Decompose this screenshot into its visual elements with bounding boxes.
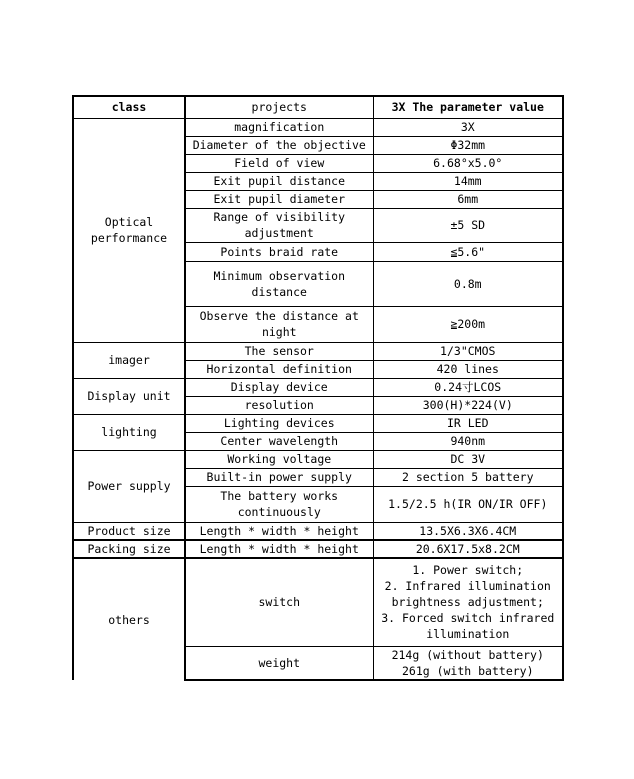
- project-cell: Working voltage: [185, 450, 373, 468]
- value-cell: Φ32mm: [373, 136, 563, 154]
- table-row: [73, 414, 563, 432]
- project-cell: Center wavelength: [185, 432, 373, 450]
- value-cell: ≦5.6": [373, 242, 563, 261]
- value-cell-switch: [373, 558, 563, 646]
- table-row: [73, 378, 563, 396]
- value-cell: 6mm: [373, 190, 563, 208]
- header-projects: projects: [185, 96, 373, 118]
- project-cell: Observe the distance at night: [185, 306, 373, 342]
- header-row: [73, 96, 563, 118]
- project-cell: Lighting devices: [185, 414, 373, 432]
- table-row: [73, 522, 563, 540]
- value-cell: 20.6X17.5x8.2CM: [373, 540, 563, 558]
- value-cell: 1.5/2.5 h(IR ON/IR OFF): [373, 486, 563, 522]
- value-cell: 940nm: [373, 432, 563, 450]
- project-cell: The sensor: [185, 342, 373, 360]
- table-row: [73, 342, 563, 360]
- weight-line: 214g (without battery): [391, 647, 544, 662]
- table-row: [73, 450, 563, 468]
- value-cell: IR LED: [373, 414, 563, 432]
- project-cell: Display device: [185, 378, 373, 396]
- value-cell: ≧200m: [373, 306, 563, 342]
- value-cell: 0.8m: [373, 261, 563, 306]
- project-cell: Horizontal definition: [185, 360, 373, 378]
- table-row: [73, 118, 563, 136]
- spec-table: [72, 95, 564, 681]
- project-cell: Points braid rate: [185, 242, 373, 261]
- value-cell: ±5 SD: [373, 208, 563, 242]
- switch-line: 2. Infrared illumination brightness adjustment;: [384, 579, 551, 610]
- class-packing-size: Packing size: [73, 540, 185, 558]
- header-value: 3X The parameter value: [373, 96, 563, 118]
- project-cell: Built-in power supply: [185, 468, 373, 486]
- class-display-unit: Display unit: [73, 378, 185, 414]
- table-row: [73, 558, 563, 646]
- class-others: others: [73, 558, 185, 680]
- switch-line: 1. Power switch;: [412, 563, 524, 578]
- value-cell: 14mm: [373, 172, 563, 190]
- value-cell-weight: [373, 646, 563, 680]
- value-cell: 0.24寸LCOS: [373, 378, 563, 396]
- project-cell: magnification: [185, 118, 373, 136]
- table-row: [73, 540, 563, 558]
- project-cell: The battery works continuously: [185, 486, 373, 522]
- class-lighting: lighting: [73, 414, 185, 450]
- class-optical-performance: Optical performance: [73, 118, 185, 342]
- value-cell: 13.5X6.3X6.4CM: [373, 522, 563, 540]
- project-cell: Exit pupil diameter: [185, 190, 373, 208]
- project-cell: Exit pupil distance: [185, 172, 373, 190]
- project-cell: switch: [185, 558, 373, 646]
- value-cell: 300(H)*224(V): [373, 396, 563, 414]
- project-cell: Length * width * height: [185, 540, 373, 558]
- class-imager: imager: [73, 342, 185, 378]
- value-cell: DC 3V: [373, 450, 563, 468]
- value-cell: 6.68°x5.0°: [373, 154, 563, 172]
- switch-line: 3. Forced switch infrared illumination: [381, 611, 555, 642]
- project-cell: Minimum observation distance: [185, 261, 373, 306]
- project-cell: Field of view: [185, 154, 373, 172]
- value-cell: 420 lines: [373, 360, 563, 378]
- project-cell: Range of visibility adjustment: [185, 208, 373, 242]
- class-power-supply: Power supply: [73, 450, 185, 522]
- project-cell: weight: [185, 646, 373, 680]
- class-product-size: Product size: [73, 522, 185, 540]
- value-cell: 3X: [373, 118, 563, 136]
- value-cell: 1/3"CMOS: [373, 342, 563, 360]
- header-class: class: [73, 96, 185, 118]
- project-cell: Diameter of the objective: [185, 136, 373, 154]
- project-cell: Length * width * height: [185, 522, 373, 540]
- value-cell: 2 section 5 battery: [373, 468, 563, 486]
- project-cell: resolution: [185, 396, 373, 414]
- weight-line: 261g (with battery): [401, 663, 534, 678]
